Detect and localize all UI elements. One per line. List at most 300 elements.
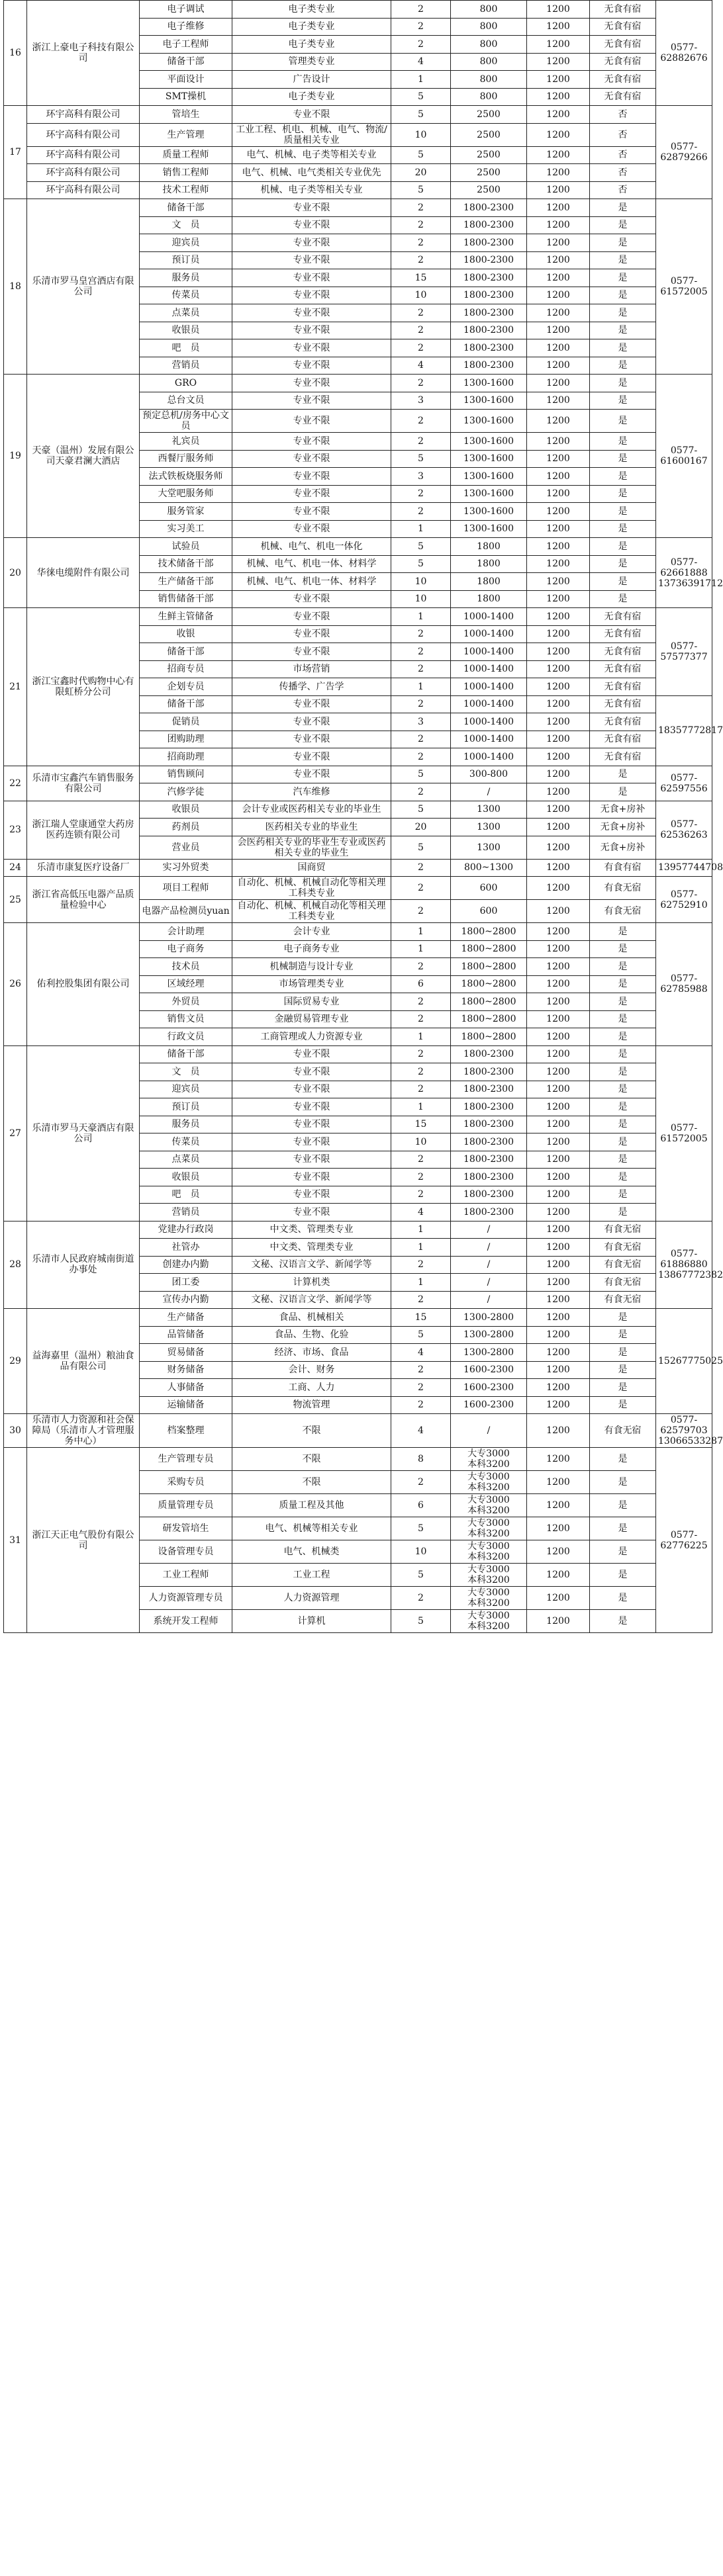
job-subsidy: 1200 xyxy=(527,1344,590,1362)
job-position: SMT操机 xyxy=(140,88,232,106)
job-subsidy: 1200 xyxy=(527,819,590,836)
job-lodging: 有食无宿 xyxy=(590,1274,656,1292)
job-count: 5 xyxy=(391,1610,451,1633)
company-number: 23 xyxy=(4,801,27,859)
job-subsidy: 1200 xyxy=(527,1133,590,1151)
job-subsidy: 1200 xyxy=(527,146,590,164)
job-salary: 1000-1400 xyxy=(451,625,527,643)
job-position: 宣传办内勤 xyxy=(140,1291,232,1309)
job-subsidy: 1200 xyxy=(527,1379,590,1397)
job-lodging: 是 xyxy=(590,1116,656,1133)
job-major: 专业不限 xyxy=(232,433,391,451)
job-salary: 大专3000 本科3200 xyxy=(451,1540,527,1564)
job-subsidy: 1200 xyxy=(527,1081,590,1098)
job-position: 企划专员 xyxy=(140,678,232,696)
job-position: 团购助理 xyxy=(140,731,232,748)
job-subsidy: 1200 xyxy=(527,643,590,661)
job-subsidy: 1200 xyxy=(527,1116,590,1133)
job-lodging: 是 xyxy=(590,269,656,287)
job-lodging: 有食无宿 xyxy=(590,1291,656,1309)
job-lodging: 否 xyxy=(590,164,656,182)
job-count: 2 xyxy=(391,695,451,713)
job-count: 3 xyxy=(391,392,451,410)
job-subsidy: 1200 xyxy=(527,251,590,269)
job-salary: 600 xyxy=(451,877,527,900)
job-count: 2 xyxy=(391,251,451,269)
job-count: 5 xyxy=(391,538,451,556)
job-salary: / xyxy=(451,1291,527,1309)
job-count: 5 xyxy=(391,1326,451,1344)
job-position: 储备干部 xyxy=(140,695,232,713)
company-number: 22 xyxy=(4,766,27,801)
job-position: 预订员 xyxy=(140,1098,232,1116)
company-number: 29 xyxy=(4,1309,27,1414)
job-subsidy: 1200 xyxy=(527,392,590,410)
job-major: 机械制造与设计专业 xyxy=(232,958,391,976)
job-position: GRO xyxy=(140,375,232,392)
job-position: 系统开发工程师 xyxy=(140,1610,232,1633)
job-salary: 1300-2800 xyxy=(451,1344,527,1362)
job-major: 工业工程、机电、机械、电气、物流/质量相关专业 xyxy=(232,123,391,146)
job-count: 1 xyxy=(391,1221,451,1239)
job-position: 管培生 xyxy=(140,106,232,124)
job-subsidy: 1200 xyxy=(527,1239,590,1257)
job-major: 专业不限 xyxy=(232,1116,391,1133)
table-row xyxy=(4,1448,712,1471)
job-count: 15 xyxy=(391,1309,451,1327)
job-count: 1 xyxy=(391,1239,451,1257)
job-position: 营业员 xyxy=(140,836,232,859)
job-subsidy: 1200 xyxy=(527,1291,590,1309)
job-salary: 800 xyxy=(451,36,527,54)
table-row xyxy=(4,766,712,783)
job-lodging: 是 xyxy=(590,1494,656,1517)
job-subsidy: 1200 xyxy=(527,1169,590,1186)
job-major: 专业不限 xyxy=(232,520,391,538)
job-count: 2 xyxy=(391,1186,451,1204)
contact-phone: 0577-61600167 xyxy=(656,375,712,538)
table-row xyxy=(4,1,712,19)
job-count: 3 xyxy=(391,468,451,486)
job-lodging: 无食+房补 xyxy=(590,801,656,819)
job-major: 不限 xyxy=(232,1414,391,1448)
company-name: 环宇高科有限公司 xyxy=(27,146,140,164)
job-major: 机械、电子类等相关专业 xyxy=(232,181,391,199)
job-major: 人力资源管理 xyxy=(232,1587,391,1610)
job-count: 10 xyxy=(391,590,451,608)
job-subsidy: 1200 xyxy=(527,625,590,643)
job-position: 品管储备 xyxy=(140,1326,232,1344)
job-major: 电子类专业 xyxy=(232,88,391,106)
job-major: 专业不限 xyxy=(232,1063,391,1081)
job-count: 1 xyxy=(391,1098,451,1116)
job-salary: 1800~2800 xyxy=(451,923,527,941)
job-lodging: 否 xyxy=(590,106,656,124)
job-salary: 1800~2800 xyxy=(451,1010,527,1028)
job-count: 2 xyxy=(391,375,451,392)
job-major: 专业不限 xyxy=(232,392,391,410)
job-subsidy: 1200 xyxy=(527,1396,590,1414)
job-subsidy: 1200 xyxy=(527,468,590,486)
job-major: 专业不限 xyxy=(232,731,391,748)
job-count: 1 xyxy=(391,71,451,89)
job-position: 收银员 xyxy=(140,322,232,339)
job-count: 5 xyxy=(391,88,451,106)
job-subsidy: 1200 xyxy=(527,71,590,89)
job-count: 2 xyxy=(391,1169,451,1186)
job-major: 专业不限 xyxy=(232,1169,391,1186)
job-position: 储备干部 xyxy=(140,643,232,661)
job-position: 营销员 xyxy=(140,1204,232,1221)
job-subsidy: 1200 xyxy=(527,573,590,591)
job-major: 专业不限 xyxy=(232,450,391,468)
job-count: 2 xyxy=(391,339,451,357)
job-count: 5 xyxy=(391,836,451,859)
job-lodging: 有食无宿 xyxy=(590,900,656,923)
table-row xyxy=(4,538,712,556)
job-major: 电子类专业 xyxy=(232,18,391,36)
job-subsidy: 1200 xyxy=(527,1151,590,1169)
job-lodging: 否 xyxy=(590,123,656,146)
company-name: 乐清市宝鑫汽车销售服务有限公司 xyxy=(27,766,140,801)
job-salary: 1800~2800 xyxy=(451,993,527,1011)
job-major: 中文类、管理类专业 xyxy=(232,1239,391,1257)
job-salary: 1300-1600 xyxy=(451,392,527,410)
job-major: 机械、电气、机电一体、材料学 xyxy=(232,573,391,591)
job-position: 传菜员 xyxy=(140,1133,232,1151)
job-major: 文秘、汉语言文学、新闻学等 xyxy=(232,1291,391,1309)
job-lodging: 是 xyxy=(590,199,656,217)
job-salary: 1000-1400 xyxy=(451,713,527,731)
job-subsidy: 1200 xyxy=(527,287,590,304)
job-salary: 大专3000 本科3200 xyxy=(451,1471,527,1494)
job-position: 实习外贸类 xyxy=(140,859,232,877)
job-subsidy: 1200 xyxy=(527,900,590,923)
job-salary: 1300-1600 xyxy=(451,433,527,451)
company-number: 24 xyxy=(4,859,27,877)
job-lodging: 是 xyxy=(590,555,656,573)
job-position: 财务储备 xyxy=(140,1361,232,1379)
job-salary: 1800~2800 xyxy=(451,940,527,958)
job-count: 5 xyxy=(391,181,451,199)
job-count: 2 xyxy=(391,731,451,748)
table-row xyxy=(4,801,712,819)
company-name: 乐清市罗马皇宫酒店有限公司 xyxy=(27,199,140,375)
job-position: 人力资源管理专员 xyxy=(140,1587,232,1610)
job-count: 10 xyxy=(391,573,451,591)
job-count: 2 xyxy=(391,216,451,234)
job-position: 收银 xyxy=(140,625,232,643)
contact-phone: 0577-61572005 xyxy=(656,199,712,375)
job-lodging: 是 xyxy=(590,1326,656,1344)
job-major: 电气、机械等相关专业 xyxy=(232,1517,391,1540)
job-salary: 2500 xyxy=(451,164,527,182)
job-major: 质量工程及其他 xyxy=(232,1494,391,1517)
job-salary: 大专3000 本科3200 xyxy=(451,1587,527,1610)
job-count: 2 xyxy=(391,859,451,877)
contact-phone: 0577-62879266 xyxy=(656,106,712,199)
contact-phone: 13957744708 xyxy=(656,859,712,877)
job-subsidy: 1200 xyxy=(527,53,590,71)
job-salary: 1000-1400 xyxy=(451,660,527,678)
job-lodging: 是 xyxy=(590,1045,656,1063)
job-salary: 1800-2300 xyxy=(451,357,527,375)
contact-phone: 0577-62579703 13066533287 xyxy=(656,1414,712,1448)
table-row xyxy=(4,164,712,182)
job-lodging: 是 xyxy=(590,251,656,269)
job-subsidy: 1200 xyxy=(527,1274,590,1292)
job-position: 促销员 xyxy=(140,713,232,731)
job-count: 2 xyxy=(391,1045,451,1063)
job-position: 服务员 xyxy=(140,269,232,287)
job-major: 专业不限 xyxy=(232,766,391,783)
job-major: 专业不限 xyxy=(232,1151,391,1169)
company-name: 乐清市人力资源和社会保障局（乐清市人才管理服务中心） xyxy=(27,1414,140,1448)
job-salary: 1800-2300 xyxy=(451,1116,527,1133)
job-count: 5 xyxy=(391,146,451,164)
job-salary: 1800-2300 xyxy=(451,1133,527,1151)
job-subsidy: 1200 xyxy=(527,975,590,993)
job-major: 工商管理或人力资源专业 xyxy=(232,1028,391,1046)
job-subsidy: 1200 xyxy=(527,859,590,877)
job-major: 计算机 xyxy=(232,1610,391,1633)
job-subsidy: 1200 xyxy=(527,485,590,503)
job-position: 党建办行政岗 xyxy=(140,1221,232,1239)
job-lodging: 无食有宿 xyxy=(590,695,656,713)
job-position: 生产储备 xyxy=(140,1309,232,1327)
table-row xyxy=(4,1414,712,1448)
job-table xyxy=(3,0,723,1633)
job-lodging: 是 xyxy=(590,503,656,521)
job-count: 15 xyxy=(391,1116,451,1133)
job-count: 6 xyxy=(391,1494,451,1517)
company-name: 乐清市人民政府城南街道办事处 xyxy=(27,1221,140,1309)
job-salary: 1800-2300 xyxy=(451,1169,527,1186)
job-lodging: 是 xyxy=(590,1344,656,1362)
job-salary: 1000-1400 xyxy=(451,678,527,696)
job-salary: 1300-1600 xyxy=(451,520,527,538)
company-name: 佑利控股集团有限公司 xyxy=(27,923,140,1046)
job-position: 文 员 xyxy=(140,1063,232,1081)
job-count: 5 xyxy=(391,555,451,573)
job-lodging: 无食有宿 xyxy=(590,660,656,678)
job-position: 质量工程师 xyxy=(140,146,232,164)
job-lodging: 是 xyxy=(590,590,656,608)
job-lodging: 是 xyxy=(590,287,656,304)
job-count: 4 xyxy=(391,1204,451,1221)
job-position: 生产管理专员 xyxy=(140,1448,232,1471)
job-major: 会计专业 xyxy=(232,923,391,941)
job-salary: 1800-2300 xyxy=(451,216,527,234)
job-major: 专业不限 xyxy=(232,468,391,486)
job-subsidy: 1200 xyxy=(527,1204,590,1221)
job-lodging: 是 xyxy=(590,485,656,503)
contact-phone: 0577-62597556 xyxy=(656,766,712,801)
job-count: 3 xyxy=(391,713,451,731)
job-count: 4 xyxy=(391,1414,451,1448)
job-position: 预定总机/房务中心文员 xyxy=(140,410,232,433)
job-position: 技术员 xyxy=(140,958,232,976)
job-count: 1 xyxy=(391,520,451,538)
company-number: 17 xyxy=(4,106,27,199)
job-major: 专业不限 xyxy=(232,1045,391,1063)
job-salary: 1800-2300 xyxy=(451,1204,527,1221)
job-major: 专业不限 xyxy=(232,1204,391,1221)
job-salary: 1800-2300 xyxy=(451,1151,527,1169)
job-count: 2 xyxy=(391,1010,451,1028)
job-major: 会医药相关专业的毕业生专业或医药相关专业的毕业生 xyxy=(232,836,391,859)
table-row xyxy=(4,123,712,146)
job-count: 2 xyxy=(391,503,451,521)
job-subsidy: 1200 xyxy=(527,18,590,36)
job-major: 计算机类 xyxy=(232,1274,391,1292)
job-count: 2 xyxy=(391,1151,451,1169)
job-major: 专业不限 xyxy=(232,339,391,357)
job-position: 法式铁板烧服务师 xyxy=(140,468,232,486)
job-salary: 1000-1400 xyxy=(451,748,527,766)
job-count: 2 xyxy=(391,993,451,1011)
company-number: 20 xyxy=(4,538,27,608)
job-position: 迎宾员 xyxy=(140,1081,232,1098)
job-major: 自动化、机械、机械自动化等相关理工科类专业 xyxy=(232,877,391,900)
company-name: 益海嘉里（温州）粮油食品有限公司 xyxy=(27,1309,140,1414)
company-name: 乐清市罗马天豪酒店有限公司 xyxy=(27,1045,140,1221)
job-salary: 1800~2800 xyxy=(451,958,527,976)
job-lodging: 无食+房补 xyxy=(590,819,656,836)
job-lodging: 有食无宿 xyxy=(590,1256,656,1274)
job-major: 国商贸 xyxy=(232,859,391,877)
job-lodging: 无食有宿 xyxy=(590,731,656,748)
job-major: 食品、机械相关 xyxy=(232,1309,391,1327)
job-lodging: 是 xyxy=(590,766,656,783)
job-major: 不限 xyxy=(232,1471,391,1494)
job-salary: 1300-1600 xyxy=(451,503,527,521)
job-lodging: 是 xyxy=(590,538,656,556)
job-lodging: 无食有宿 xyxy=(590,36,656,54)
job-major: 电气、机械、电子类等相关专业 xyxy=(232,146,391,164)
job-salary: 1000-1400 xyxy=(451,695,527,713)
job-lodging: 是 xyxy=(590,1063,656,1081)
table-row xyxy=(4,1045,712,1063)
job-subsidy: 1200 xyxy=(527,940,590,958)
job-count: 2 xyxy=(391,322,451,339)
job-salary: 1000-1400 xyxy=(451,643,527,661)
job-lodging: 是 xyxy=(590,783,656,801)
job-salary: 1800-2300 xyxy=(451,1063,527,1081)
job-position: 总台文员 xyxy=(140,392,232,410)
job-position: 电子商务 xyxy=(140,940,232,958)
job-count: 6 xyxy=(391,975,451,993)
contact-phone: 0577-62661888 13736391712 xyxy=(656,538,712,608)
table-row xyxy=(4,1221,712,1239)
job-position: 点菜员 xyxy=(140,304,232,322)
job-count: 2 xyxy=(391,304,451,322)
job-salary: 1800 xyxy=(451,590,527,608)
job-position: 迎宾员 xyxy=(140,234,232,252)
job-major: 市场营销 xyxy=(232,660,391,678)
job-salary: 大专3000 本科3200 xyxy=(451,1610,527,1633)
job-position: 生产管理 xyxy=(140,123,232,146)
job-position: 电子维修 xyxy=(140,18,232,36)
job-subsidy: 1200 xyxy=(527,106,590,124)
job-lodging: 是 xyxy=(590,392,656,410)
job-subsidy: 1200 xyxy=(527,748,590,766)
job-position: 项目工程师 xyxy=(140,877,232,900)
contact-phone: 15267775025 xyxy=(656,1309,712,1414)
job-subsidy: 1200 xyxy=(527,1517,590,1540)
job-salary: 大专3000 本科3200 xyxy=(451,1494,527,1517)
company-name: 浙江天正电气股份有限公司 xyxy=(27,1448,140,1633)
job-count: 1 xyxy=(391,923,451,941)
job-position: 电子工程师 xyxy=(140,36,232,54)
job-position: 档案整理 xyxy=(140,1414,232,1448)
table-row xyxy=(4,181,712,199)
job-salary: 2500 xyxy=(451,146,527,164)
job-subsidy: 1200 xyxy=(527,678,590,696)
job-position: 储备干部 xyxy=(140,199,232,217)
job-major: 传播学、广告学 xyxy=(232,678,391,696)
contact-phone: 0577-62536263 xyxy=(656,801,712,859)
job-lodging: 是 xyxy=(590,923,656,941)
job-lodging: 是 xyxy=(590,1081,656,1098)
job-salary: 300-800 xyxy=(451,766,527,783)
job-lodging: 无食有宿 xyxy=(590,625,656,643)
company-name: 浙江宝鑫时代购物中心有限虹桥分公司 xyxy=(27,608,140,766)
job-salary: 1800 xyxy=(451,555,527,573)
job-major: 中文类、管理类专业 xyxy=(232,1221,391,1239)
job-major: 广告设计 xyxy=(232,71,391,89)
job-position: 点菜员 xyxy=(140,1151,232,1169)
job-major: 工商、人力 xyxy=(232,1379,391,1397)
job-salary: 800 xyxy=(451,53,527,71)
job-salary: 大专3000 本科3200 xyxy=(451,1564,527,1587)
job-position: 服务管家 xyxy=(140,503,232,521)
job-salary: 大专3000 本科3200 xyxy=(451,1448,527,1471)
job-salary: 1800-2300 xyxy=(451,1045,527,1063)
company-name: 华徕电缆附件有限公司 xyxy=(27,538,140,608)
job-count: 1 xyxy=(391,940,451,958)
job-salary: 2500 xyxy=(451,123,527,146)
job-lodging: 无食有宿 xyxy=(590,678,656,696)
job-subsidy: 1200 xyxy=(527,234,590,252)
table-row xyxy=(4,608,712,626)
job-subsidy: 1200 xyxy=(527,199,590,217)
job-major: 专业不限 xyxy=(232,287,391,304)
job-major: 经济、市场、食品 xyxy=(232,1344,391,1362)
job-subsidy: 1200 xyxy=(527,993,590,1011)
job-subsidy: 1200 xyxy=(527,339,590,357)
job-major: 专业不限 xyxy=(232,357,391,375)
job-position: 汽修学徒 xyxy=(140,783,232,801)
job-salary: 800 xyxy=(451,18,527,36)
job-lodging: 无食有宿 xyxy=(590,713,656,731)
job-major: 物流管理 xyxy=(232,1396,391,1414)
job-subsidy: 1200 xyxy=(527,958,590,976)
job-salary: 2500 xyxy=(451,106,527,124)
job-count: 5 xyxy=(391,1517,451,1540)
table-row xyxy=(4,375,712,392)
job-lodging: 是 xyxy=(590,1010,656,1028)
job-major: 专业不限 xyxy=(232,322,391,339)
company-name: 浙江上豪电子科技有限公司 xyxy=(27,1,140,106)
job-lodging: 是 xyxy=(590,216,656,234)
job-position: 生鲜主管储备 xyxy=(140,608,232,626)
company-number: 21 xyxy=(4,608,27,766)
job-lodging: 是 xyxy=(590,1610,656,1633)
job-salary: 1300-2800 xyxy=(451,1326,527,1344)
job-subsidy: 1200 xyxy=(527,1045,590,1063)
job-salary: 1300 xyxy=(451,801,527,819)
